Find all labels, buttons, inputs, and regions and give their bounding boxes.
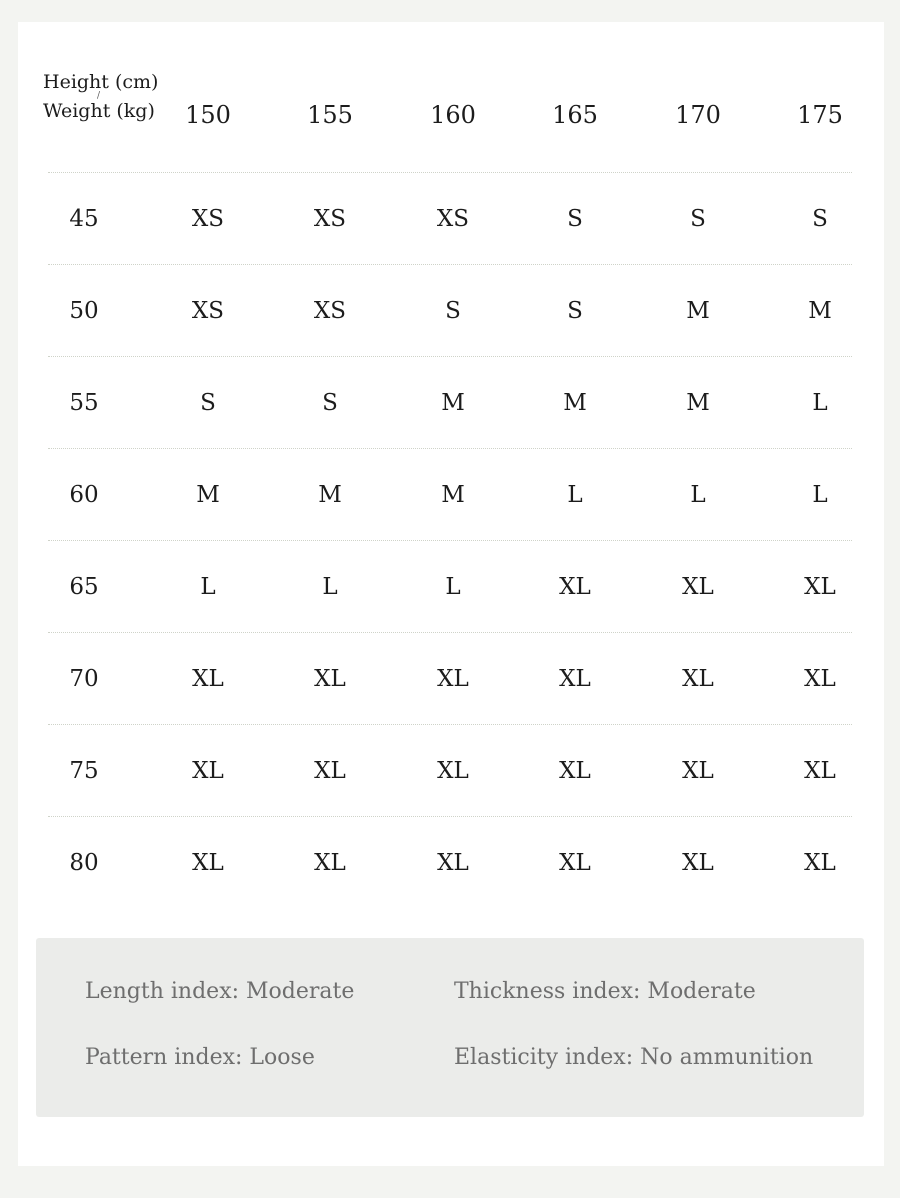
size-cell: XL bbox=[192, 758, 224, 784]
weight-axis-label: Weight (kg) bbox=[43, 100, 155, 122]
size-cell: XS bbox=[313, 298, 347, 324]
size-cell: XL bbox=[192, 666, 224, 692]
height-header-150: 150 bbox=[185, 101, 231, 129]
size-cell: L bbox=[812, 390, 828, 416]
weight-cell: 55 bbox=[69, 390, 99, 416]
table-row bbox=[48, 264, 852, 357]
weight-cell: 80 bbox=[69, 850, 99, 876]
size-cell: XL bbox=[314, 666, 346, 692]
size-cell: S bbox=[200, 390, 216, 416]
size-cell: L bbox=[567, 482, 583, 508]
weight-cell: 60 bbox=[69, 482, 99, 508]
size-cell: M bbox=[686, 390, 710, 416]
table-row bbox=[48, 724, 852, 817]
size-cell: XL bbox=[559, 666, 591, 692]
size-cell: XL bbox=[804, 850, 836, 876]
size-cell: XL bbox=[314, 850, 346, 876]
weight-cell: 75 bbox=[69, 758, 99, 784]
weight-cell: 50 bbox=[69, 298, 99, 324]
size-cell: XL bbox=[559, 758, 591, 784]
size-cell: XL bbox=[559, 850, 591, 876]
size-cell: M bbox=[441, 390, 465, 416]
size-cell: M bbox=[563, 390, 587, 416]
size-cell: L bbox=[445, 574, 461, 600]
weight-cell: 45 bbox=[69, 206, 99, 232]
size-cell: S bbox=[445, 298, 461, 324]
size-cell: XS bbox=[313, 206, 347, 232]
size-cell: XL bbox=[682, 850, 714, 876]
size-cell: S bbox=[567, 298, 583, 324]
size-cell: XL bbox=[682, 758, 714, 784]
size-cell: M bbox=[808, 298, 832, 324]
pattern-index: Pattern index: Loose bbox=[85, 1045, 315, 1070]
size-cell: S bbox=[812, 206, 828, 232]
size-cell: XL bbox=[804, 666, 836, 692]
size-cell: S bbox=[322, 390, 338, 416]
size-cell: XL bbox=[314, 758, 346, 784]
table-row bbox=[48, 540, 852, 633]
size-cell: L bbox=[322, 574, 338, 600]
weight-cell: 65 bbox=[69, 574, 99, 600]
height-header-160: 160 bbox=[430, 101, 476, 129]
size-cell: XL bbox=[559, 574, 591, 600]
size-cell: XL bbox=[682, 666, 714, 692]
table-row bbox=[48, 448, 852, 541]
size-cell: XL bbox=[437, 666, 469, 692]
size-cell: L bbox=[200, 574, 216, 600]
height-header-175: 175 bbox=[797, 101, 843, 129]
height-axis-label: Height (cm) bbox=[43, 71, 159, 93]
table-row bbox=[48, 632, 852, 725]
size-cell: XL bbox=[437, 758, 469, 784]
height-header-170: 170 bbox=[675, 101, 721, 129]
table-row bbox=[48, 356, 852, 449]
thickness-index: Thickness index: Moderate bbox=[454, 979, 756, 1004]
height-header-155: 155 bbox=[307, 101, 353, 129]
size-cell: S bbox=[567, 206, 583, 232]
height-header-165: 165 bbox=[552, 101, 598, 129]
size-cell: XL bbox=[437, 850, 469, 876]
size-cell: M bbox=[318, 482, 342, 508]
table-row bbox=[48, 172, 852, 265]
size-cell: M bbox=[441, 482, 465, 508]
size-cell: XL bbox=[682, 574, 714, 600]
size-cell: XS bbox=[191, 298, 225, 324]
weight-cell: 70 bbox=[69, 666, 99, 692]
size-cell: XL bbox=[804, 758, 836, 784]
size-chart-card bbox=[18, 22, 884, 1166]
size-cell: M bbox=[196, 482, 220, 508]
elasticity-index: Elasticity index: No ammunition bbox=[454, 1045, 814, 1070]
size-cell: M bbox=[686, 298, 710, 324]
size-cell: L bbox=[812, 482, 828, 508]
header-corner-label bbox=[43, 72, 163, 121]
size-cell: XS bbox=[436, 206, 470, 232]
table-header bbox=[18, 22, 884, 172]
fit-index-panel bbox=[36, 938, 864, 1117]
size-cell: S bbox=[690, 206, 706, 232]
length-index: Length index: Moderate bbox=[85, 979, 355, 1004]
axis-separator: / bbox=[97, 91, 101, 101]
size-cell: XL bbox=[192, 850, 224, 876]
size-cell: L bbox=[690, 482, 706, 508]
size-cell: XS bbox=[191, 206, 225, 232]
size-cell: XL bbox=[804, 574, 836, 600]
table-row bbox=[48, 816, 852, 909]
